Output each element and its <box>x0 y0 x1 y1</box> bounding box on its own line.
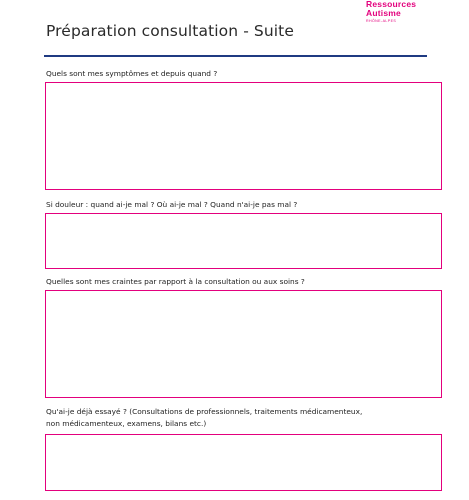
page-title: Préparation consultation - Suite <box>46 22 294 40</box>
question-4-label-line-2: non médicamenteux, examens, bilans etc.) <box>46 419 207 428</box>
logo-line-1: Ressources <box>366 0 417 9</box>
question-1-answer-field[interactable] <box>45 82 442 190</box>
question-3-answer-field[interactable] <box>45 290 442 398</box>
logo-line-3: RHÔNE-ALPES <box>366 19 397 23</box>
question-2-label: Si douleur : quand ai-je mal ? Où ai-je mal ? Quand n'ai-je pas mal ? <box>46 200 298 209</box>
question-1-label: Quels sont mes symptômes et depuis quand ? <box>46 69 218 78</box>
question-4-label-line-1: Qu'ai-je déjà essayé ? (Consultations de professionnels, traitements médicamenteux, <box>46 407 363 416</box>
title-divider <box>44 55 427 57</box>
question-4-answer-field[interactable] <box>45 434 442 491</box>
question-3-label: Quelles sont mes craintes par rapport à la consultation ou aux soins ? <box>46 277 305 286</box>
logo-line-2: Autisme <box>366 8 401 18</box>
question-2-answer-field[interactable] <box>45 213 442 269</box>
logo <box>366 0 436 23</box>
